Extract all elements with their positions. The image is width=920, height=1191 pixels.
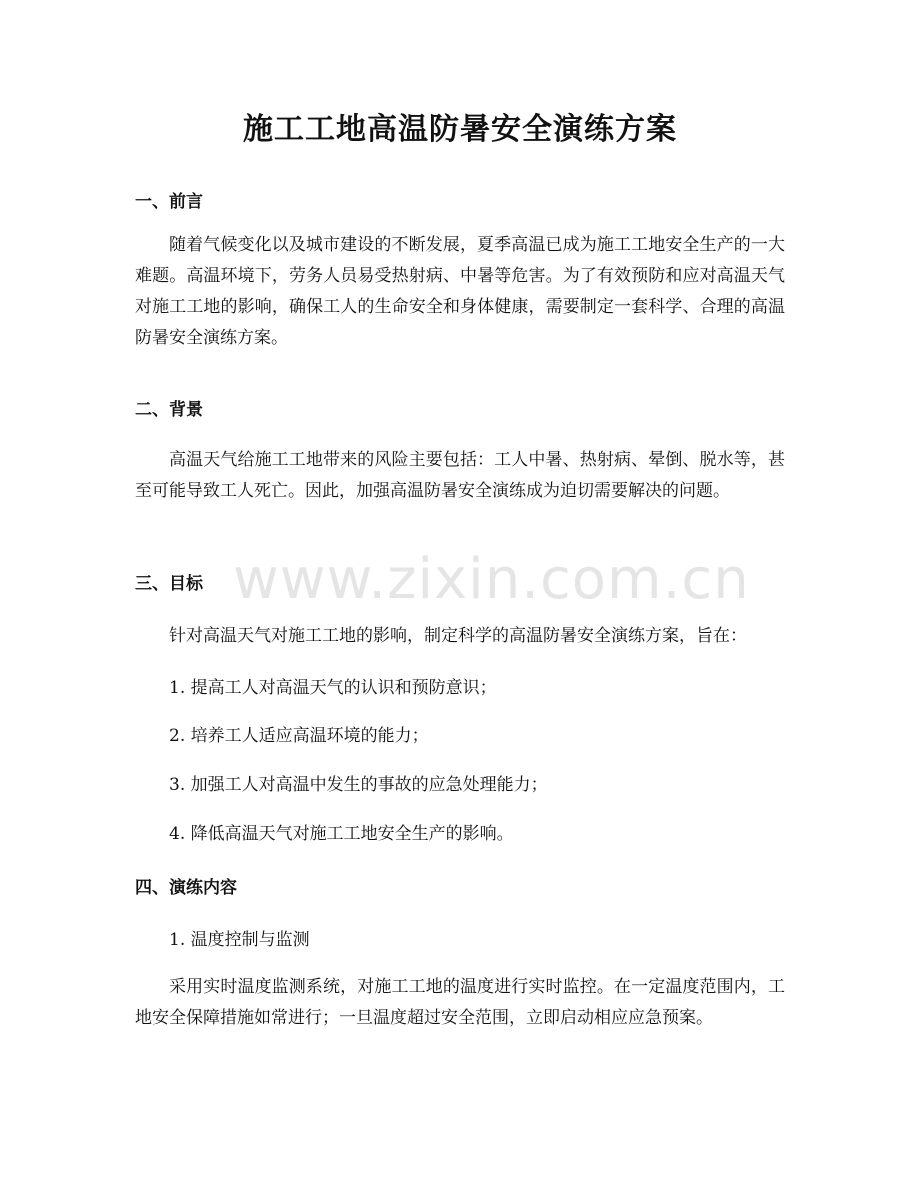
section-heading-preface: 一、前言 [135, 192, 203, 212]
watermark: www.zixin.com.cn [233, 547, 750, 612]
list-item: 3. 加强工人对高温中发生的事故的应急处理能力； [169, 775, 548, 795]
document-title: 施工工地高温防暑安全演练方案 [243, 112, 677, 147]
list-item: 2. 培养工人适应高温环境的能力； [169, 726, 429, 746]
section-paragraph-drill-content: 采用实时温度监测系统，对施工工地的温度进行实时监控。在一定温度范围内，工地安全保障措施如常进行；一旦温度超过安全范围，立即启动相应应急预案。 [135, 977, 785, 1028]
list-item: 1. 提高工人对高温天气的认识和预防意识； [169, 678, 497, 698]
section-heading-goals: 三、目标 [135, 574, 203, 594]
section-paragraph-preface: 随着气候变化以及城市建设的不断发展，夏季高温已成为施工工地安全生产的一大难题。高温环境下，劳务人员易受热射病、中暑等危害。为了有效预防和应对高温天气对施工工地的影响，确保工人的生命安全和身体健康，需要制定一套科学、合理的高温防暑安全演练方案。 [135, 235, 785, 348]
list-item: 4. 降低高温天气对施工工地安全生产的影响。 [169, 824, 514, 844]
subsection-heading: 1. 温度控制与监测 [169, 930, 310, 950]
section-heading-drill-content: 四、演练内容 [135, 878, 237, 898]
section-intro-goals: 针对高温天气对施工工地的影响，制定科学的高温防暑安全演练方案，旨在： [169, 626, 747, 646]
section-paragraph-background: 高温天气给施工工地带来的风险主要包括：工人中暑、热射病、晕倒、脱水等，甚至可能导致工人死亡。因此，加强高温防暑安全演练成为迫切需要解决的问题。 [135, 450, 785, 501]
section-heading-background: 二、背景 [135, 400, 203, 420]
